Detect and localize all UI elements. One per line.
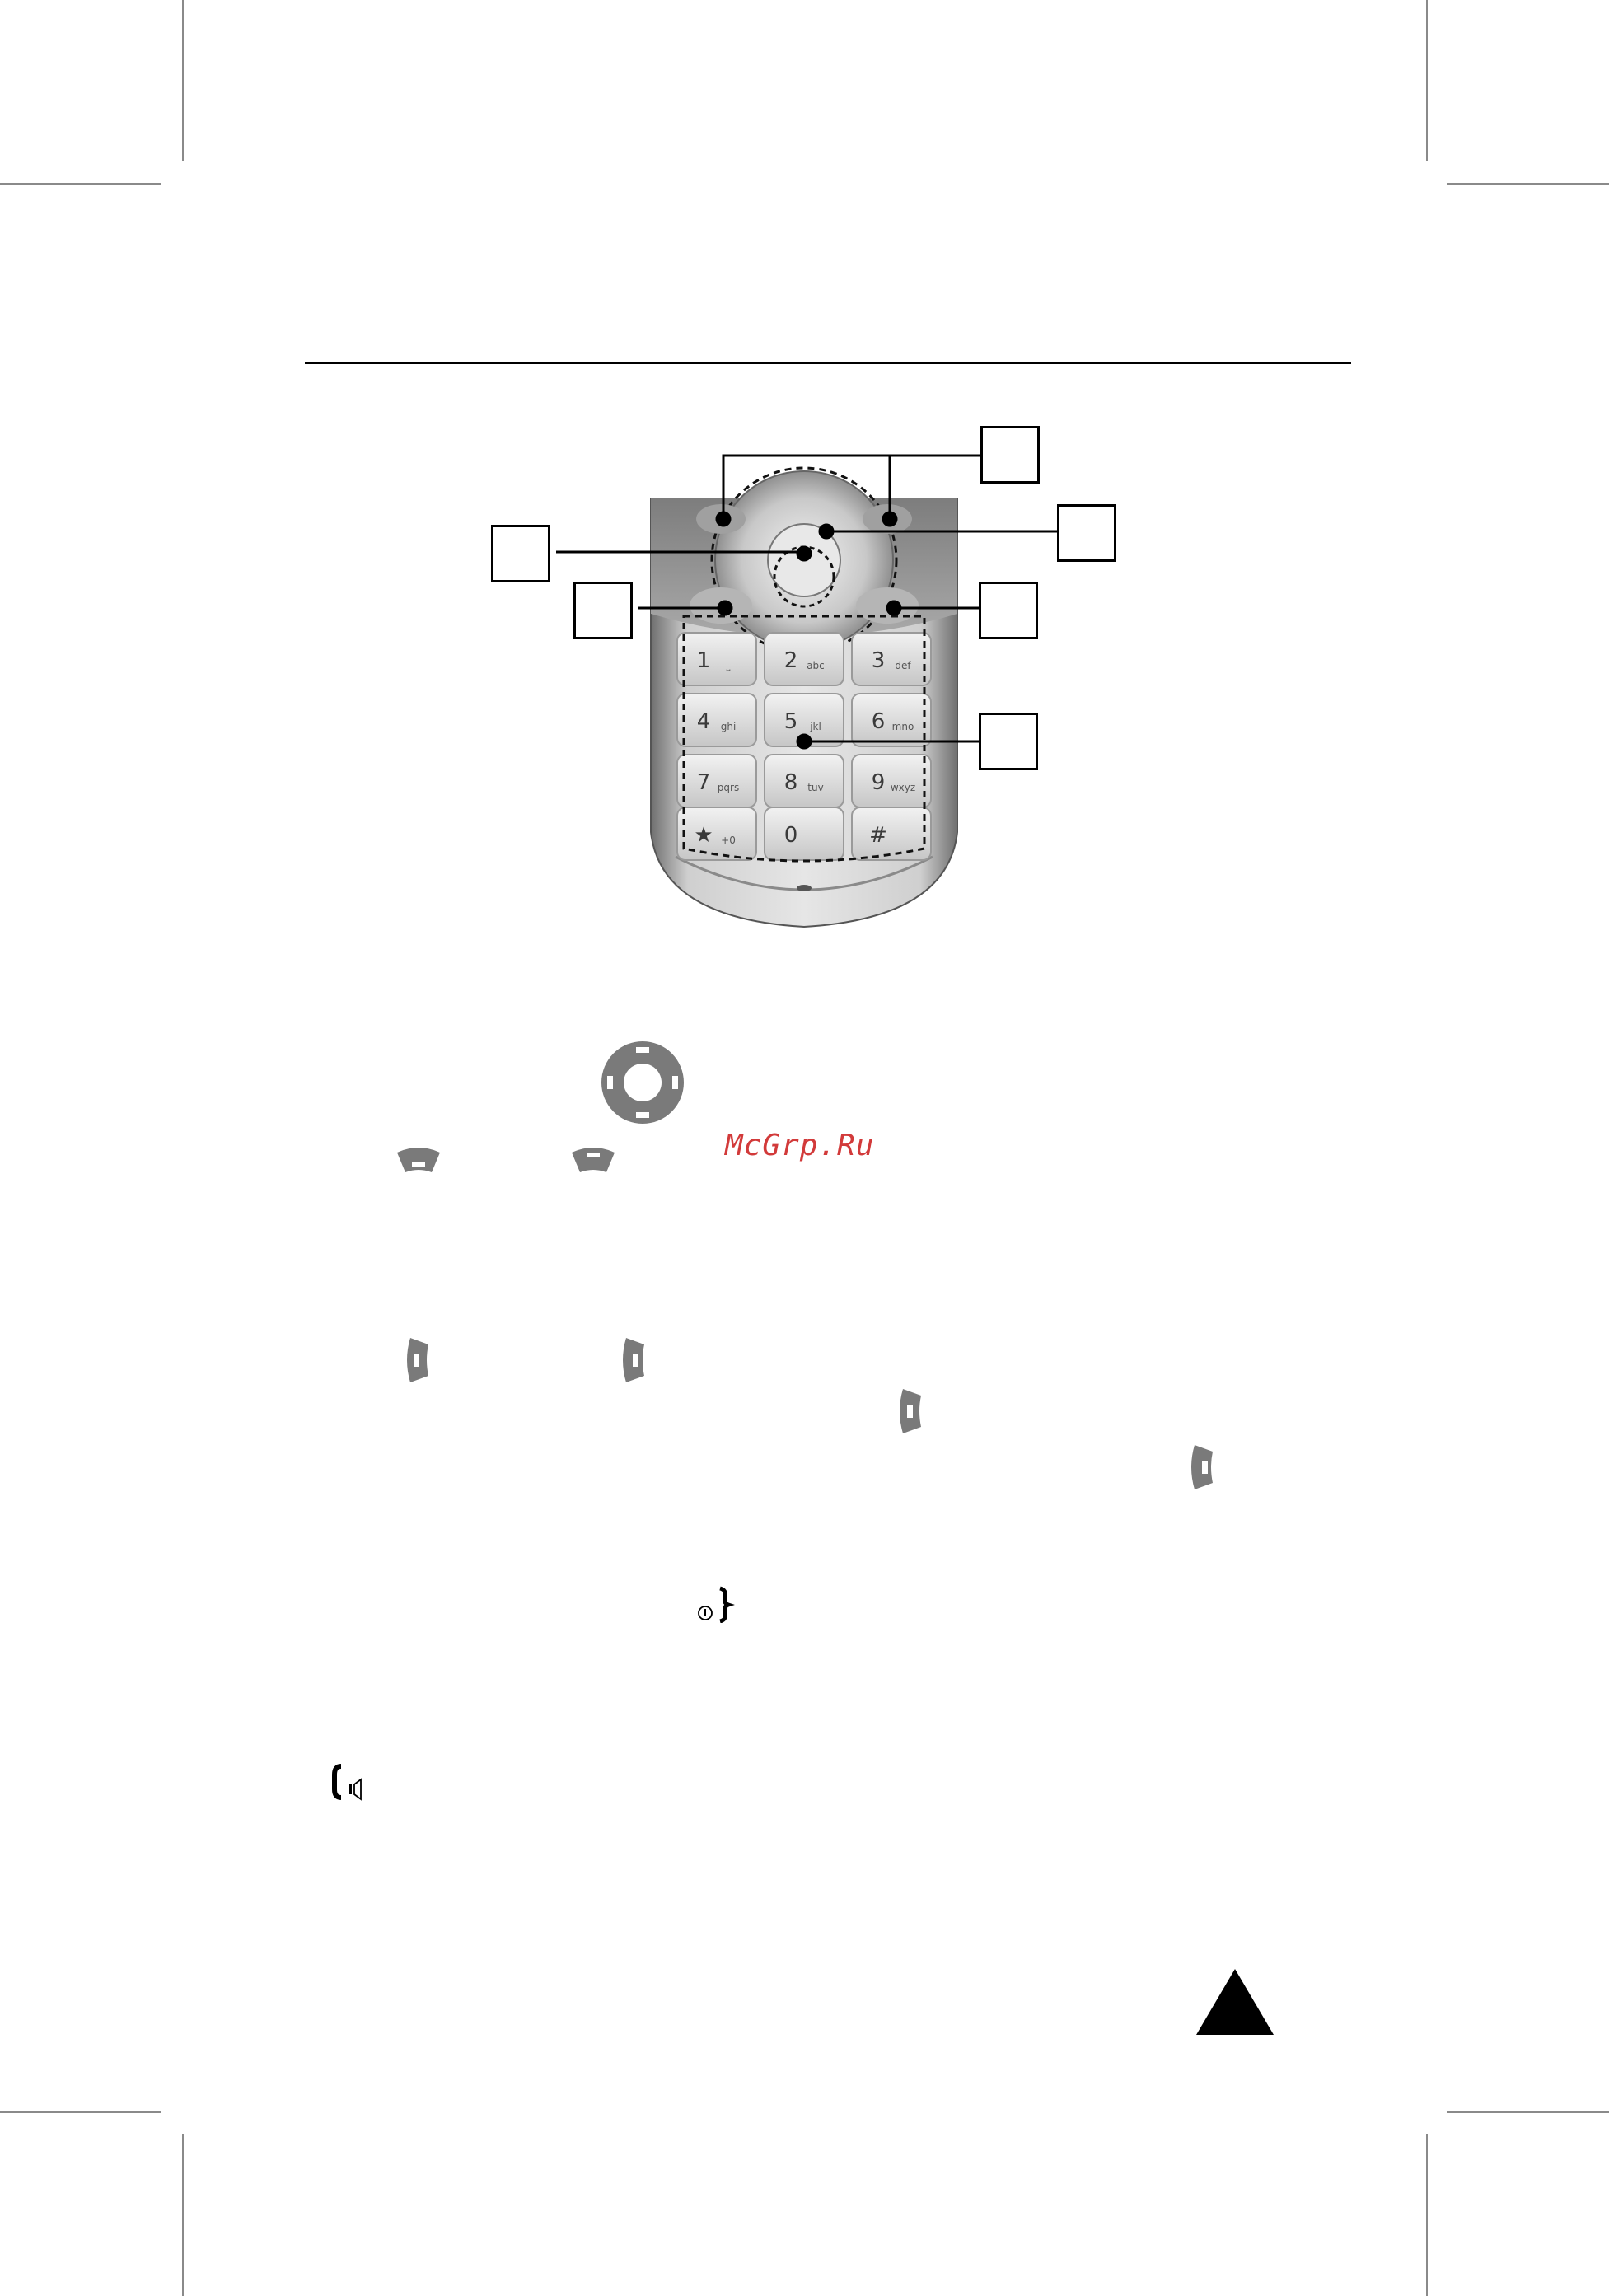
keypad-key-letters: pqrs: [717, 782, 740, 793]
keypad-key-letters: wxyz: [890, 782, 916, 793]
keypad-key-label: 6: [871, 709, 886, 734]
keypad-key-letters: mno: [891, 721, 914, 732]
keypad-key-6: [677, 755, 756, 807]
callout-box-end: [979, 582, 1038, 639]
right-soft-key-icon: [568, 1146, 618, 1176]
nav-down-icon: [620, 1336, 648, 1384]
keypad-key-label: 1: [696, 648, 711, 673]
keypad-key-3: [677, 694, 756, 746]
keypad-key-letters: ⎵: [726, 660, 731, 671]
next-page-triangle-icon[interactable]: [1196, 1969, 1274, 2035]
callout-box-send: [573, 582, 633, 639]
send-speaker-icon: [330, 1763, 367, 1801]
keypad-key-letters: ghi: [720, 721, 737, 732]
left-soft-key-icon: [394, 1146, 443, 1176]
keypad-key-label: 5: [783, 709, 798, 734]
keypad-key-label: ★: [694, 823, 713, 848]
keypad-key-letters: +0: [721, 835, 736, 846]
crop-mark-bottom-right-vertical: [1426, 2134, 1428, 2296]
end-power-icon: [697, 1585, 735, 1623]
keypad-key-letters: jkl: [810, 721, 821, 732]
keypad-key-5: [852, 694, 931, 746]
callout-box-navigation: [1057, 504, 1116, 562]
microphone: [797, 885, 812, 891]
keypad-key-label: 0: [783, 823, 798, 848]
keypad-key-0: [677, 633, 756, 685]
keypad-key-10: [765, 807, 844, 860]
nav-right-icon: [1188, 1443, 1216, 1491]
keypad-key-label: 8: [783, 770, 798, 795]
keypad-key-2: [852, 633, 931, 685]
keypad-key-label: #: [869, 823, 887, 848]
crop-mark-bottom-right-horizontal: [1447, 2111, 1609, 2113]
keypad-key-8: [852, 755, 931, 807]
keypad-key-letters: abc: [807, 660, 825, 671]
keypad-key-1: [765, 633, 844, 685]
keypad-key-letters: def: [895, 660, 911, 671]
keypad-key-letters: tuv: [807, 782, 824, 793]
navigation-wheel-icon: [600, 1040, 685, 1125]
keypad-key-label: 2: [783, 648, 798, 673]
watermark-text: McGrp.Ru: [725, 1129, 875, 1162]
phone-keypad-illustration: [0, 0, 1609, 989]
crop-mark-bottom-left-vertical: [182, 2134, 184, 2296]
nav-up-icon: [404, 1336, 432, 1384]
callout-box-soft-keys: [980, 426, 1040, 484]
keypad-key-11: [852, 807, 931, 860]
keypad-key-7: [765, 755, 844, 807]
keypad-key-label: 7: [696, 770, 711, 795]
keypad-key-label: 3: [871, 648, 886, 673]
keypad-key-label: 4: [696, 709, 711, 734]
keypad-key-9: [677, 807, 756, 860]
callout-box-ok: [491, 525, 550, 582]
crop-mark-bottom-left-horizontal: [0, 2111, 161, 2113]
nav-left-icon: [896, 1387, 924, 1435]
callout-box-keypad: [979, 713, 1038, 770]
keypad-key-label: 9: [871, 770, 886, 795]
